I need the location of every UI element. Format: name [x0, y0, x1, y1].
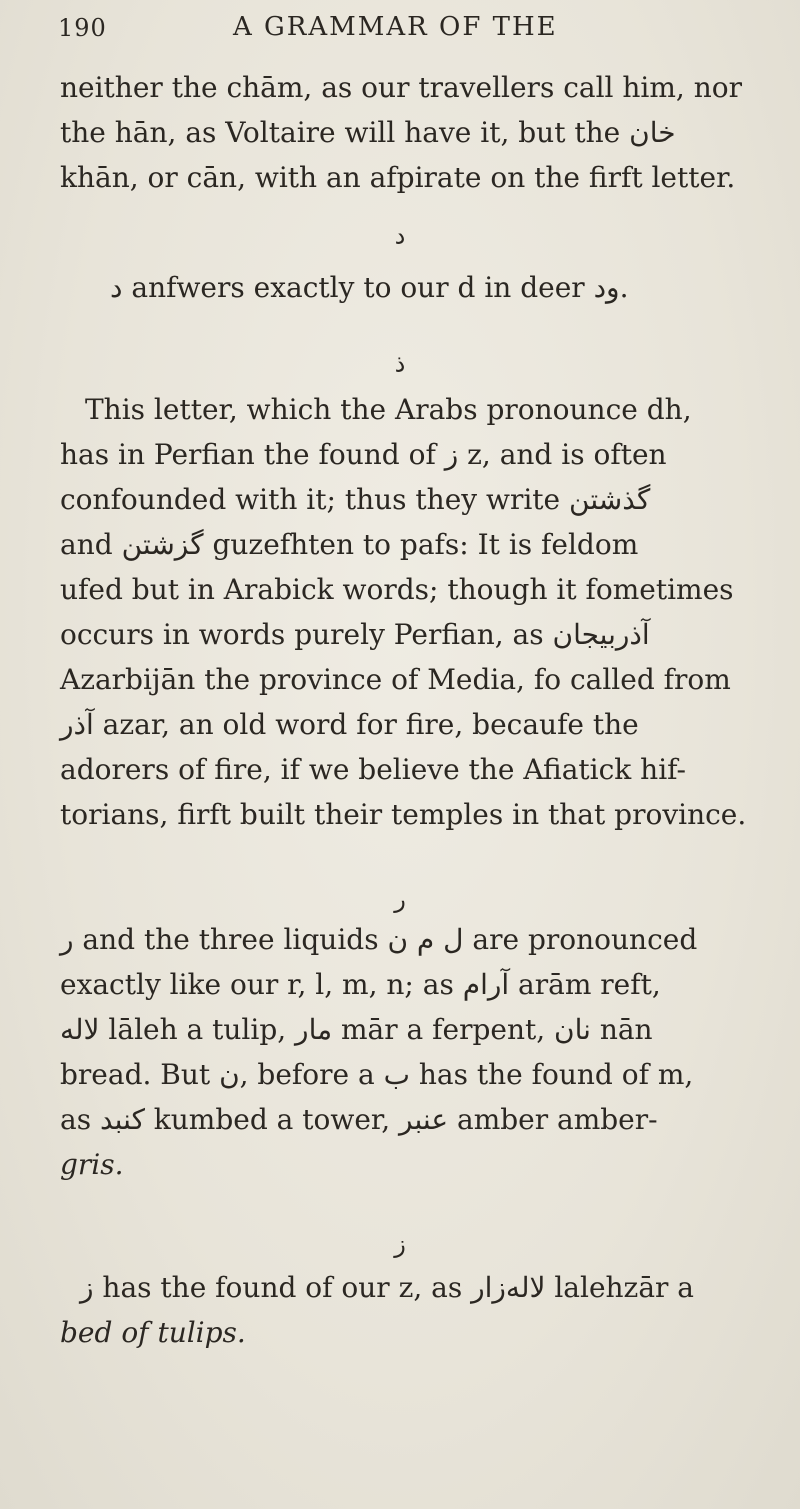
text-line: آذر azar, an old word for fire, becaufe the	[60, 708, 639, 741]
text-line: adorers of fire, if we believe the Afiatick hif-	[60, 753, 686, 786]
text-line: د anfwers exactly to our d in deer ود.	[110, 271, 629, 304]
letter-heading: د	[394, 222, 406, 250]
text-line: ر and the three liquids ل م ن are pronounced	[60, 923, 698, 956]
text-line: لاله lāleh a tulip, مار mār a ferpent, نان nān	[60, 1013, 653, 1046]
running-head: A GRAMMAR OF THE	[233, 12, 558, 42]
text-line: ز has the found of our z, as لاله‌زار lalehzār a	[80, 1271, 694, 1304]
text-line: neither the chām, as our travellers call him, nor	[60, 71, 743, 104]
text-line: confounded with it; thus they write گذشتن	[60, 483, 651, 516]
text-line: This letter, which the Arabs pronounce dh,	[85, 393, 692, 426]
text-line: bread. But ن, before a ب has the found of m,	[60, 1058, 694, 1091]
text-line: has in Perfian the found of ز z, and is often	[60, 438, 667, 471]
text-line: bed of tulips.	[60, 1316, 246, 1349]
page-header	[58, 6, 758, 46]
page-number: 190	[58, 14, 107, 42]
text-line: and گزشتن guzefhten to pafs: It is feldom	[60, 528, 639, 561]
letter-heading: ذ	[394, 350, 406, 378]
text-line: the hān, as Voltaire will have it, but the خان	[60, 116, 676, 149]
letter-heading: ر	[394, 885, 406, 913]
text-line: occurs in words purely Perfian, as آذربیجان	[60, 618, 650, 651]
text-line: ufed but in Arabick words; though it fometimes	[60, 573, 734, 606]
letter-heading: ز	[394, 1230, 406, 1258]
text-line: khān, or cān, with an afpirate on the firft letter.	[60, 161, 736, 194]
text-line: as کنبد kumbed a tower, عنبر amber amber-	[60, 1103, 658, 1136]
text-line: gris.	[60, 1148, 124, 1181]
text-line: Azarbijān the province of Media, fo called from	[60, 663, 731, 696]
text-line: torians, firft built their temples in that province.	[60, 798, 747, 831]
text-line: exactly like our r, l, m, n; as آرام arām reft,	[60, 968, 661, 1001]
